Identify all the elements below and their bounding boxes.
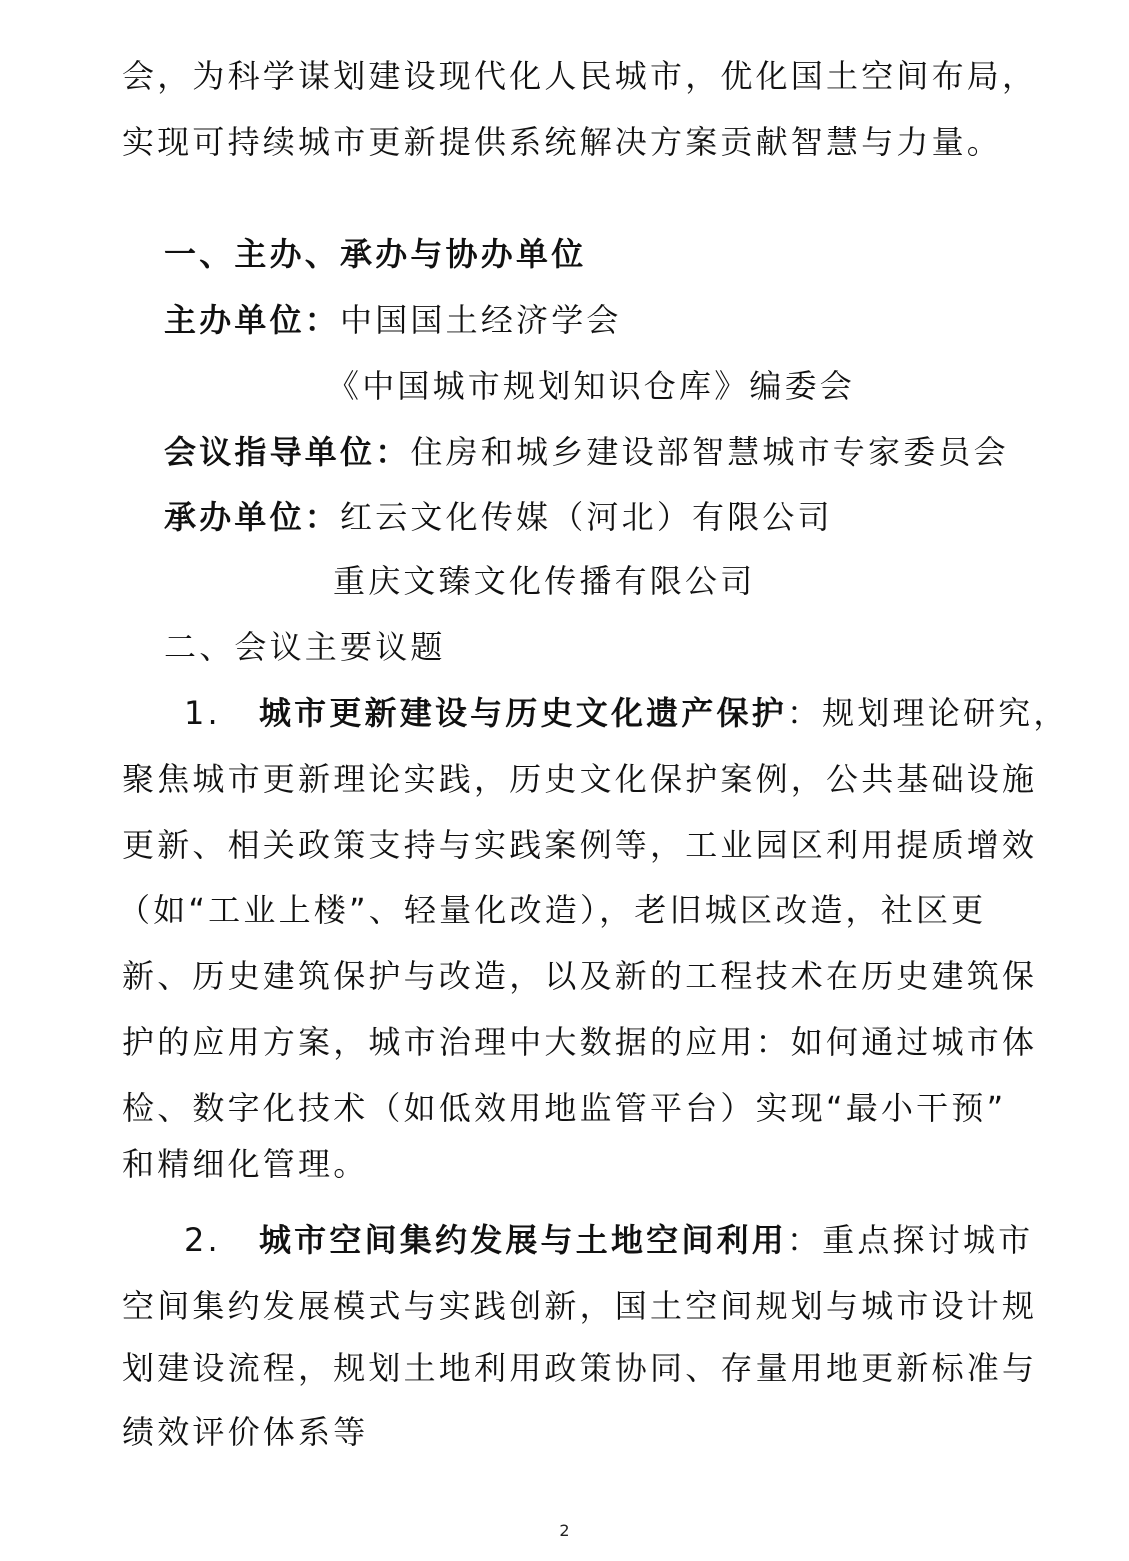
- section-heading-organizers: 一、主办、承办与协办单位: [164, 235, 587, 273]
- topic-2-first-line: [184, 1217, 1033, 1263]
- topic-2-line: 划建设流程，规划土地利用政策协同、存量用地更新标准与: [122, 1349, 1038, 1387]
- topic-1-line: 护的应用方案，城市治理中大数据的应用：如何通过城市体: [122, 1023, 1038, 1061]
- host-row: [164, 297, 622, 343]
- topic-1-line: 聚焦城市更新理论实践，历史文化保护案例，公共基础设施: [122, 760, 1038, 798]
- topic-2-number: 2.: [184, 1221, 221, 1259]
- host-value: 中国国土经济学会: [340, 301, 622, 339]
- topic-1-first-line: [184, 690, 1069, 736]
- intro-line-1: 会，为科学谋划建设现代化人民城市，优化国土空间布局，: [122, 57, 1038, 95]
- guide-label: 会议指导单位：: [164, 433, 411, 471]
- topic-1-line: 新、历史建筑保护与改造，以及新的工程技术在历史建筑保: [122, 957, 1038, 995]
- organizer-value: 红云文化传媒（河北）有限公司: [340, 498, 833, 536]
- topic-1-title: 城市更新建设与历史文化遗产保护: [258, 694, 787, 732]
- topic-1-line: 和精细化管理。: [122, 1145, 369, 1183]
- topic-2-title: 城市空间集约发展与土地空间利用: [258, 1221, 787, 1259]
- topic-2-lead: 重点探讨城市: [822, 1221, 1034, 1259]
- topic-1-colon: ：: [786, 694, 823, 732]
- topic-1-line: （如“工业上楼”、轻量化改造），老旧城区改造，社区更: [118, 891, 987, 929]
- intro-line-2: 实现可持续城市更新提供系统解决方案贡献智慧与力量。: [122, 123, 1003, 161]
- guide-value: 住房和城乡建设部智慧城市专家委员会: [410, 433, 1009, 471]
- host-value-2: 《中国城市规划知识仓库》编委会: [327, 367, 856, 405]
- organizer-value-2: 重庆文臻文化传播有限公司: [333, 562, 756, 600]
- host-label: 主办单位：: [164, 301, 341, 339]
- page-number: 2: [559, 1521, 570, 1540]
- topic-2-line: 绩效评价体系等: [122, 1413, 369, 1451]
- topic-1-number: 1.: [184, 694, 221, 732]
- topic-1-lead: 规划理论研究，: [822, 694, 1069, 732]
- topic-1-line: 检、数字化技术（如低效用地监管平台）实现“最小干预”: [122, 1089, 1007, 1127]
- topic-1-line: 更新、相关政策支持与实践案例等，工业园区利用提质增效: [122, 826, 1038, 864]
- organizer-label: 承办单位：: [164, 498, 341, 536]
- topic-2-colon: ：: [786, 1221, 823, 1259]
- organizer-row: [164, 494, 833, 540]
- guide-row: [164, 429, 1009, 475]
- section-heading-topics: 二、会议主要议题: [164, 628, 446, 666]
- topic-2-line: 空间集约发展模式与实践创新，国土空间规划与城市设计规: [122, 1287, 1038, 1325]
